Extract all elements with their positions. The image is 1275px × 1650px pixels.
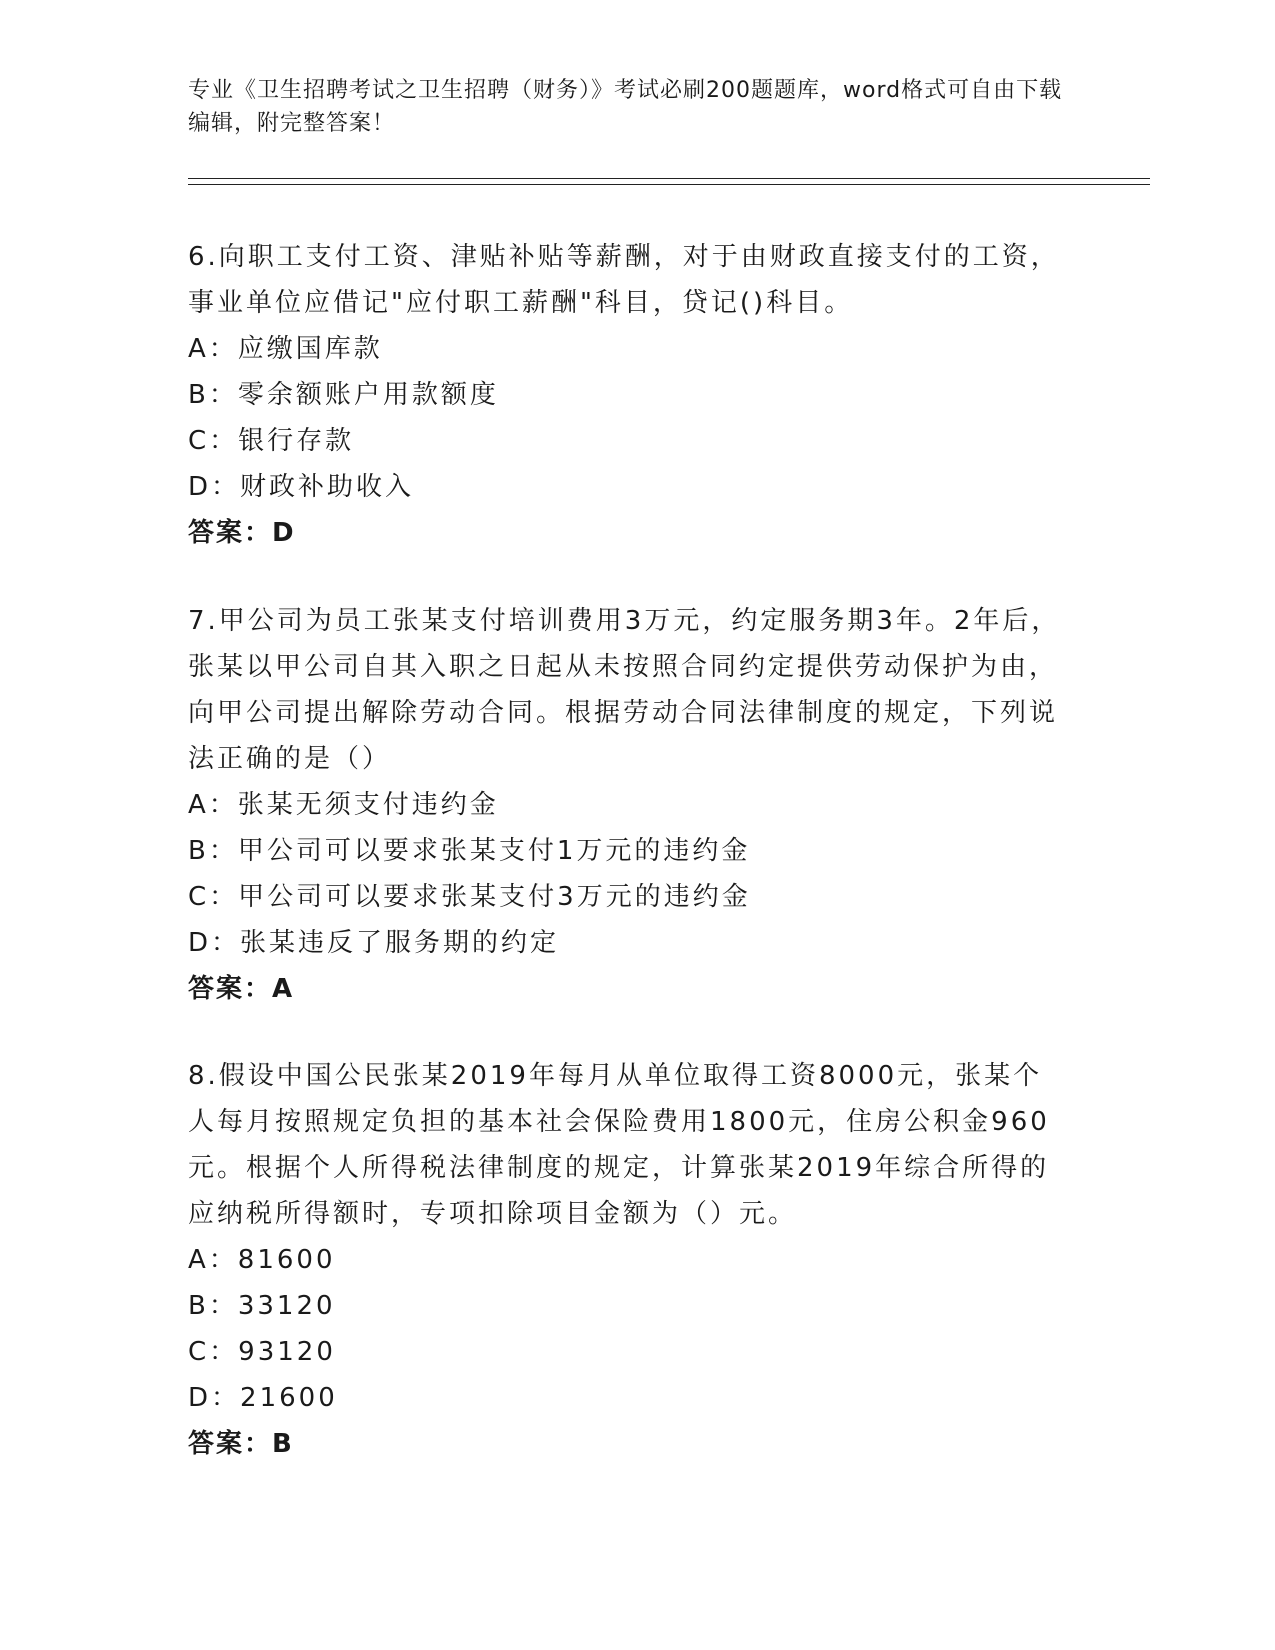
option-d: D：财政补助收入 [188, 472, 415, 502]
answer-key: 答案：A [188, 974, 295, 1004]
option-c: C：银行存款 [188, 426, 355, 456]
option-a: A：81600 [188, 1245, 336, 1275]
option-b: B：甲公司可以要求张某支付1万元的违约金 [188, 836, 751, 866]
option-a: A：应缴国库款 [188, 334, 383, 364]
option-c: C：93120 [188, 1337, 336, 1367]
answer-key: 答案：D [188, 518, 296, 548]
question-stem: 8.假设中国公民张某2019年每月从单位取得工资8000元，张某个人每月按照规定负担的基本社会保险费用1800元，住房公积金960元。根据个人所得税法律制度的规定，计算张某2019年综合所得的应纳税所得额时，专项扣除项目金额为（）元。 [188, 1061, 1050, 1229]
answer-options [188, 782, 1068, 966]
answer-key: 答案：B [188, 1429, 294, 1459]
question-stem: 7.甲公司为员工张某支付培训费用3万元，约定服务期3年。2年后，张某以甲公司自其入职之日起从未按照合同约定提供劳动保护为由，向甲公司提出解除劳动合同。根据劳动合同法律制度的规定，下列说法正确的是（） [188, 606, 1061, 774]
answer-options [188, 326, 1068, 510]
option-d: D：21600 [188, 1383, 338, 1413]
option-c: C：甲公司可以要求张某支付3万元的违约金 [188, 882, 751, 912]
option-b: B：33120 [188, 1291, 336, 1321]
question-6 [188, 234, 1068, 556]
answer-options [188, 1237, 1068, 1421]
option-a: A：张某无须支付违约金 [188, 790, 499, 820]
header-divider-line [188, 178, 1150, 179]
option-b: B：零余额账户用款额度 [188, 380, 499, 410]
question-8 [188, 1053, 1068, 1467]
question-stem: 6.向职工支付工资、津贴补贴等薪酬，对于由财政直接支付的工资，事业单位应借记"应付职工薪酬"科目，贷记()科目。 [188, 242, 1060, 318]
option-d: D：张某违反了服务期的约定 [188, 928, 560, 958]
question-7 [188, 598, 1068, 1012]
header-divider-line-secondary [188, 184, 1150, 185]
document-intro-text: 专业《卫生招聘考试之卫生招聘（财务）》考试必刷200题题库，word格式可自由下载编辑，附完整答案！ [188, 78, 1063, 136]
